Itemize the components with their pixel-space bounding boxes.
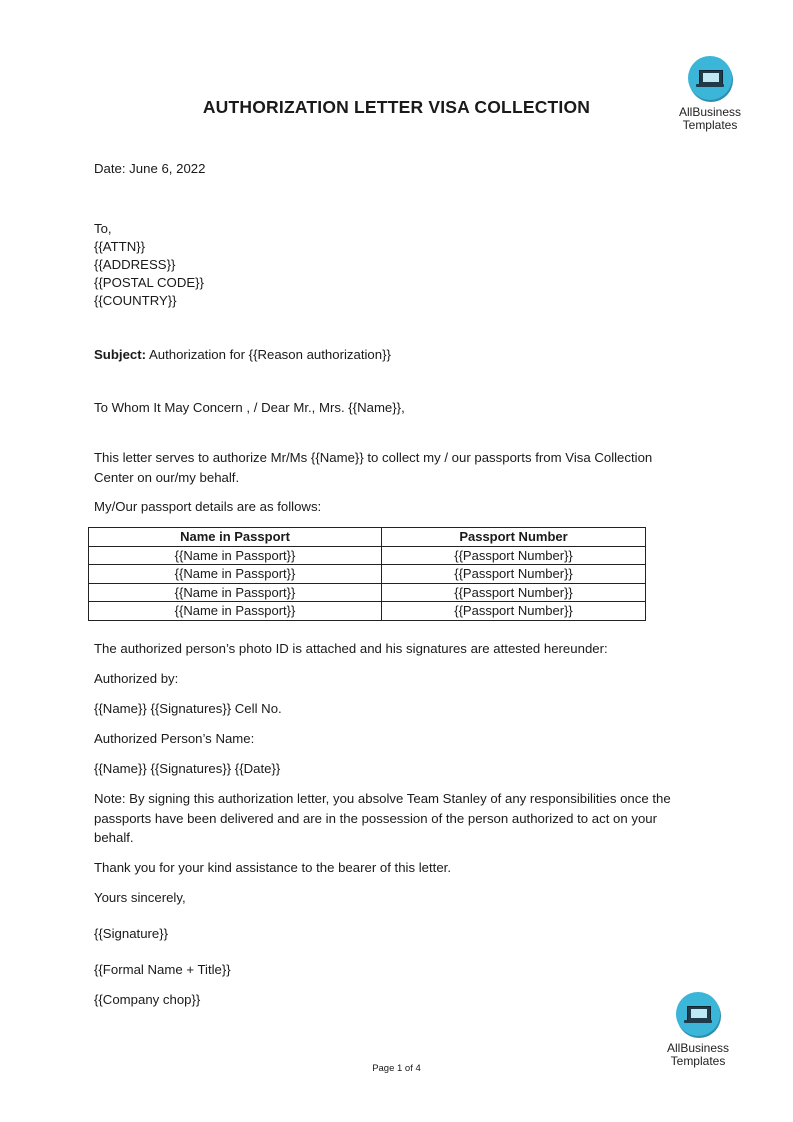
note-paragraph: Note: By signing this authorization letter, you absolve Team Stanley of any responsibilities once the passports have been delivered and are in the possession of the person authorized to act on your behalf. <box>94 791 671 845</box>
document-title: AUTHORIZATION LETTER VISA COLLECTION <box>202 97 591 117</box>
passport-details-intro: My/Our passport details are as follows: <box>94 499 322 514</box>
allbusiness-logo-bottom <box>653 992 743 1068</box>
table-row <box>89 583 646 602</box>
column-header-name: Name in Passport <box>89 528 382 547</box>
recipient-attn: {{ATTN}} <box>94 239 146 254</box>
table-cell-passport-number: {{Passport Number}} <box>382 602 646 621</box>
logo-text: AllBusiness Templates <box>678 105 742 132</box>
column-header-passport-number: Passport Number <box>382 528 646 547</box>
authorized-person-label: Authorized Person’s Name: <box>94 731 255 746</box>
table-row <box>89 602 646 621</box>
table-header-row <box>89 528 646 547</box>
subject-line <box>94 346 391 364</box>
closing-line: Yours sincerely, <box>94 890 186 905</box>
allbusiness-logo-top <box>665 56 755 132</box>
authorized-person-signature-line: {{Name}} {{Signatures}} {{Date}} <box>94 761 281 776</box>
laptop-icon <box>676 992 720 1036</box>
authorizer-signature-line: {{Name}} {{Signatures}} Cell No. <box>94 701 282 716</box>
laptop-icon <box>688 56 732 100</box>
table-cell-passport-number: {{Passport Number}} <box>382 565 646 584</box>
authorized-by-label: Authorized by: <box>94 671 179 686</box>
company-chop-placeholder: {{Company chop}} <box>94 992 201 1007</box>
page-number: Page 1 of 4 <box>372 1063 421 1074</box>
table-cell-name: {{Name in Passport}} <box>89 565 382 584</box>
recipient-country: {{COUNTRY}} <box>94 293 177 308</box>
table-cell-passport-number: {{Passport Number}} <box>382 546 646 565</box>
table-cell-name: {{Name in Passport}} <box>89 546 382 565</box>
thank-you-line: Thank you for your kind assistance to the bearer of this letter. <box>94 860 451 875</box>
authorization-paragraph: This letter serves to authorize Mr/Ms {{Name}} to collect my / our passports from Visa Collection Center on our/my behalf. <box>94 450 653 485</box>
salutation: To Whom It May Concern , / Dear Mr., Mrs. {{Name}}, <box>94 400 405 415</box>
table-cell-name: {{Name in Passport}} <box>89 602 382 621</box>
subject-text: Authorization for {{Reason authorization}} <box>146 347 391 362</box>
table-row <box>89 546 646 565</box>
table-cell-passport-number: {{Passport Number}} <box>382 583 646 602</box>
recipient-to: To, <box>94 221 112 236</box>
recipient-postal-code: {{POSTAL CODE}} <box>94 275 204 290</box>
recipient-address: {{ADDRESS}} <box>94 257 176 272</box>
table-cell-name: {{Name in Passport}} <box>89 583 382 602</box>
subject-label: Subject: <box>94 347 147 362</box>
signature-placeholder: {{Signature}} <box>94 926 169 941</box>
photo-id-statement: The authorized person’s photo ID is attached and his signatures are attested hereunder: <box>94 641 608 656</box>
logo-text: AllBusiness Templates <box>666 1041 730 1068</box>
letter-date: Date: June 6, 2022 <box>94 161 206 176</box>
formal-name-placeholder: {{Formal Name + Title}} <box>94 962 231 977</box>
table-row <box>89 565 646 584</box>
passport-table <box>88 527 646 621</box>
